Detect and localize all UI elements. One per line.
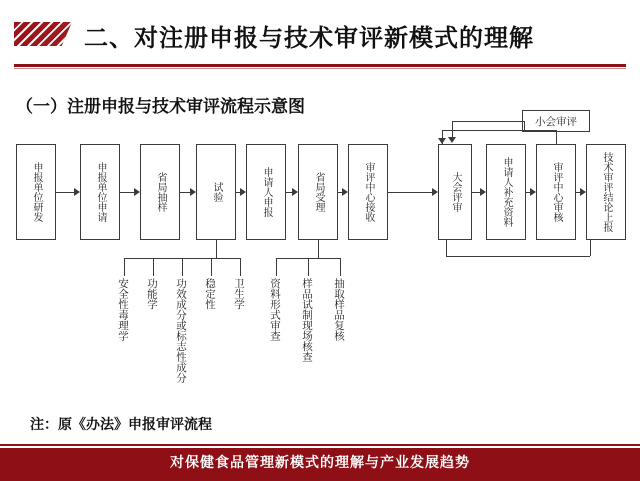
flow-node-n10: 审评中心审核 xyxy=(536,144,576,240)
edge-n10-n11-arrow xyxy=(580,188,586,196)
branch-drop-b5 xyxy=(240,258,241,276)
edge-n7-n8-arrow xyxy=(432,188,438,196)
flow-node-n5: 申请人申报 xyxy=(246,144,286,240)
edge-n12-left xyxy=(452,121,524,122)
edge-feedback-horiz xyxy=(442,130,556,131)
edge-n9-n10-arrow xyxy=(530,188,536,196)
edge-n2-n3 xyxy=(120,192,134,193)
edge-return-horiz xyxy=(446,256,590,257)
flow-node-n2: 申报单位申请 xyxy=(80,144,120,240)
edge-n12-to-n8 xyxy=(452,121,453,137)
branch-label-b3: 功效成分或标志性成分 xyxy=(175,278,187,383)
edge-n5-n6-arrow xyxy=(292,188,298,196)
edge-n7-n8 xyxy=(388,192,432,193)
edge-n1-n2 xyxy=(56,192,74,193)
flow-node-n9: 申请人补充资料 xyxy=(486,144,526,240)
edge-n3-n4 xyxy=(180,192,190,193)
branch-label-b2: 功能学 xyxy=(146,278,158,310)
slide-header xyxy=(0,0,640,74)
branch-label-b4: 稳定性 xyxy=(204,278,216,310)
edge-n6-n7-arrow xyxy=(342,188,348,196)
flow-node-n1: 申报单位研发 xyxy=(16,144,56,240)
edge-n4-n5-arrow xyxy=(240,188,246,196)
branch-drop-b2 xyxy=(153,258,154,276)
edge-n10-up xyxy=(556,130,557,144)
branch-label-b7: 样品试制现场核查 xyxy=(301,278,313,362)
edge-n12-arrow xyxy=(448,137,456,143)
branch-label-b5: 卫生学 xyxy=(233,278,245,310)
branch-trunk-n4 xyxy=(216,240,217,258)
diagram-note: 注：原《办法》申报审评流程 xyxy=(30,416,212,432)
footer-text: 对保健食品管理新模式的理解与产业发展趋势 xyxy=(170,454,470,470)
header-accent-stripes xyxy=(14,22,72,46)
section-subtitle: （一）注册申报与技术审评流程示意图 xyxy=(16,97,305,116)
flow-node-n7: 审评中心接收 xyxy=(348,144,388,240)
branch-label-b1: 安全性毒理学 xyxy=(117,278,129,341)
branch-trunk-n6 xyxy=(318,240,319,258)
branch-label-b6: 资料形式审查 xyxy=(269,278,281,341)
flow-node-n8: 大会评审 xyxy=(438,144,472,240)
flow-node-n4: 试验 xyxy=(196,144,236,240)
flow-node-n12: 小会审评 xyxy=(522,110,590,132)
branch-drop-b8 xyxy=(340,258,341,276)
branch-label-b8: 抽取样品复核 xyxy=(333,278,345,341)
flow-node-n3: 省局抽样 xyxy=(140,144,180,240)
header-divider-thin xyxy=(14,68,626,69)
header-divider xyxy=(14,64,626,67)
branch-drop-b1 xyxy=(124,258,125,276)
edge-n2-n3-arrow xyxy=(134,188,140,196)
edge-return-right xyxy=(590,240,591,256)
footer-divider xyxy=(0,444,640,446)
flowchart-canvas xyxy=(0,115,640,430)
edge-n3-n4-arrow xyxy=(190,188,196,196)
edge-n1-n2-arrow xyxy=(74,188,80,196)
edge-n8-n9-arrow xyxy=(480,188,486,196)
edge-return-left xyxy=(446,240,447,256)
edge-n8-n9 xyxy=(472,192,480,193)
flow-node-n11: 技术审评结论上报 xyxy=(586,144,626,240)
page-title: 二、对注册申报与技术审评新模式的理解 xyxy=(84,25,534,52)
edge-feedback-arrow xyxy=(438,138,446,144)
branch-drop-b7 xyxy=(308,258,309,276)
branch-drop-b4 xyxy=(211,258,212,276)
flow-node-n6: 省局受理 xyxy=(298,144,338,240)
branch-drop-b3 xyxy=(182,258,183,276)
branch-drop-b6 xyxy=(276,258,277,276)
